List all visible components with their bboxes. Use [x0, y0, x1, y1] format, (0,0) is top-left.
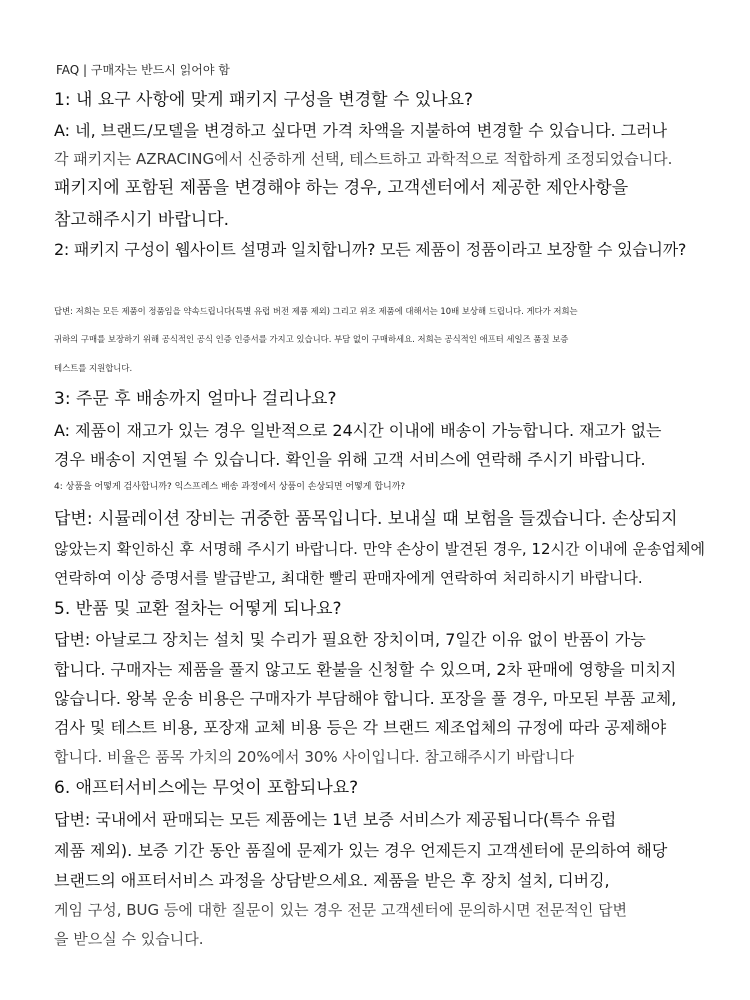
faq-question-3: 3: 주문 후 배송까지 얼마나 걸리나요? — [54, 389, 337, 409]
faq-question-5: 5. 반품 및 교환 절차는 어떻게 되나요? — [54, 599, 342, 619]
faq-question-2: 2: 패키지 구성이 웹사이트 설명과 일치합니까? 모든 제품이 정품이라고 보장할 수 있습니까? — [54, 240, 687, 259]
faq-answer-5-line-5: 합니다. 비율은 품목 가치의 20%에서 30% 사이입니다. 참고해주시기 바랍니다 — [54, 748, 575, 766]
faq-answer-5-line-1: 답변: 아날로그 장치는 설치 및 수리가 필요한 장치이며, 7일간 이유 없이 반품이 가능 — [54, 630, 646, 649]
faq-answer-2-line-2: 귀하의 구매를 보장하기 위해 공식적인 공식 인증 인증서를 가지고 있습니다. 부담 없이 구매하세요. 저희는 공식적인 애프터 세일즈 품질 보증 — [54, 334, 569, 344]
faq-answer-6-line-1: 답변: 국내에서 판매되는 모든 제품에는 1년 보증 서비스가 제공됩니다(특수 유럽 — [54, 810, 617, 829]
faq-answer-1-line-4: 참고해주시기 바랍니다. — [54, 210, 230, 230]
faq-answer-5-line-2: 합니다. 구매자는 제품을 풀지 않고도 환불을 신청할 수 있으며, 2차 판매에 영향을 미치지 — [54, 660, 677, 679]
faq-answer-2-line-1: 답변: 저희는 모든 제품이 정품임을 약속드립니다(특별 유럽 버전 제품 제외) 그리고 위조 제품에 대해서는 10배 보상해 드립니다. 게다가 저희는 — [54, 306, 578, 316]
faq-answer-2-line-3: 테스트를 지원합니다. — [54, 363, 133, 373]
faq-question-6: 6. 애프터서비스에는 무엇이 포함되나요? — [54, 778, 359, 798]
faq-answer-6-line-4: 게임 구성, BUG 등에 대한 질문이 있는 경우 전문 고객센터에 문의하시면 전문적인 답변 — [54, 901, 628, 919]
faq-answer-1-line-1: A: 네, 브랜드/모델을 변경하고 싶다면 가격 차액을 지불하여 변경할 수 있습니다. 그러나 — [54, 121, 668, 140]
faq-question-1: 1: 내 요구 사항에 맞게 패키지 구성을 변경할 수 있나요? — [54, 90, 474, 110]
faq-answer-1-line-3: 패키지에 포함된 제품을 변경해야 하는 경우, 고객센터에서 제공한 제안사항을 — [54, 178, 629, 198]
page-title: FAQ | 구매자는 반드시 읽어야 함 — [56, 63, 230, 77]
faq-answer-6-line-2: 제품 제외). 보증 기간 동안 품질에 문제가 있는 경우 언제든지 고객센터에 문의하여 해당 — [54, 841, 668, 860]
faq-answer-3-line-2: 경우 배송이 지연될 수 있습니다. 확인을 위해 고객 서비스에 연락해 주시기 바랍니다. — [54, 450, 646, 469]
faq-answer-4-line-3: 연락하여 이상 증명서를 발급받고, 최대한 빨리 판매자에게 연락하여 처리하시기 바랍니다. — [54, 569, 643, 587]
faq-answer-5-line-3: 않습니다. 왕복 운송 비용은 구매자가 부담해야 합니다. 포장을 풀 경우, 마모된 부품 교체, — [54, 689, 677, 708]
faq-answer-1-line-2: 각 패키지는 AZRACING에서 신중하게 선택, 테스트하고 과학적으로 적합하게 조정되었습니다. — [54, 150, 673, 168]
faq-question-4: 4: 상품을 어떻게 검사합니까? 익스프레스 배송 과정에서 상품이 손상되면 어떻게 합니까? — [54, 482, 406, 492]
faq-answer-5-line-4: 검사 및 테스트 비용, 포장재 교체 비용 등은 각 브랜드 제조업체의 규정에 따라 공제해야 — [54, 718, 667, 737]
faq-answer-4-line-1: 답변: 시뮬레이션 장비는 귀중한 품목입니다. 보내실 때 보험을 들겠습니다. 손상되지 — [54, 509, 678, 529]
faq-answer-4-line-2: 않았는지 확인하신 후 서명해 주시기 바랍니다. 만약 손상이 발견된 경우, 12시간 이내에 운송업체에 — [54, 540, 705, 558]
faq-answer-6-line-3: 브랜드의 애프터서비스 과정을 상담받으세요. 제품을 받은 후 장치 설치, 디버깅, — [54, 871, 610, 890]
faq-answer-6-line-5: 을 받으실 수 있습니다. — [54, 930, 204, 948]
faq-answer-3-line-1: A: 제품이 재고가 있는 경우 일반적으로 24시간 이내에 배송이 가능합니다. 재고가 없는 — [54, 421, 662, 440]
